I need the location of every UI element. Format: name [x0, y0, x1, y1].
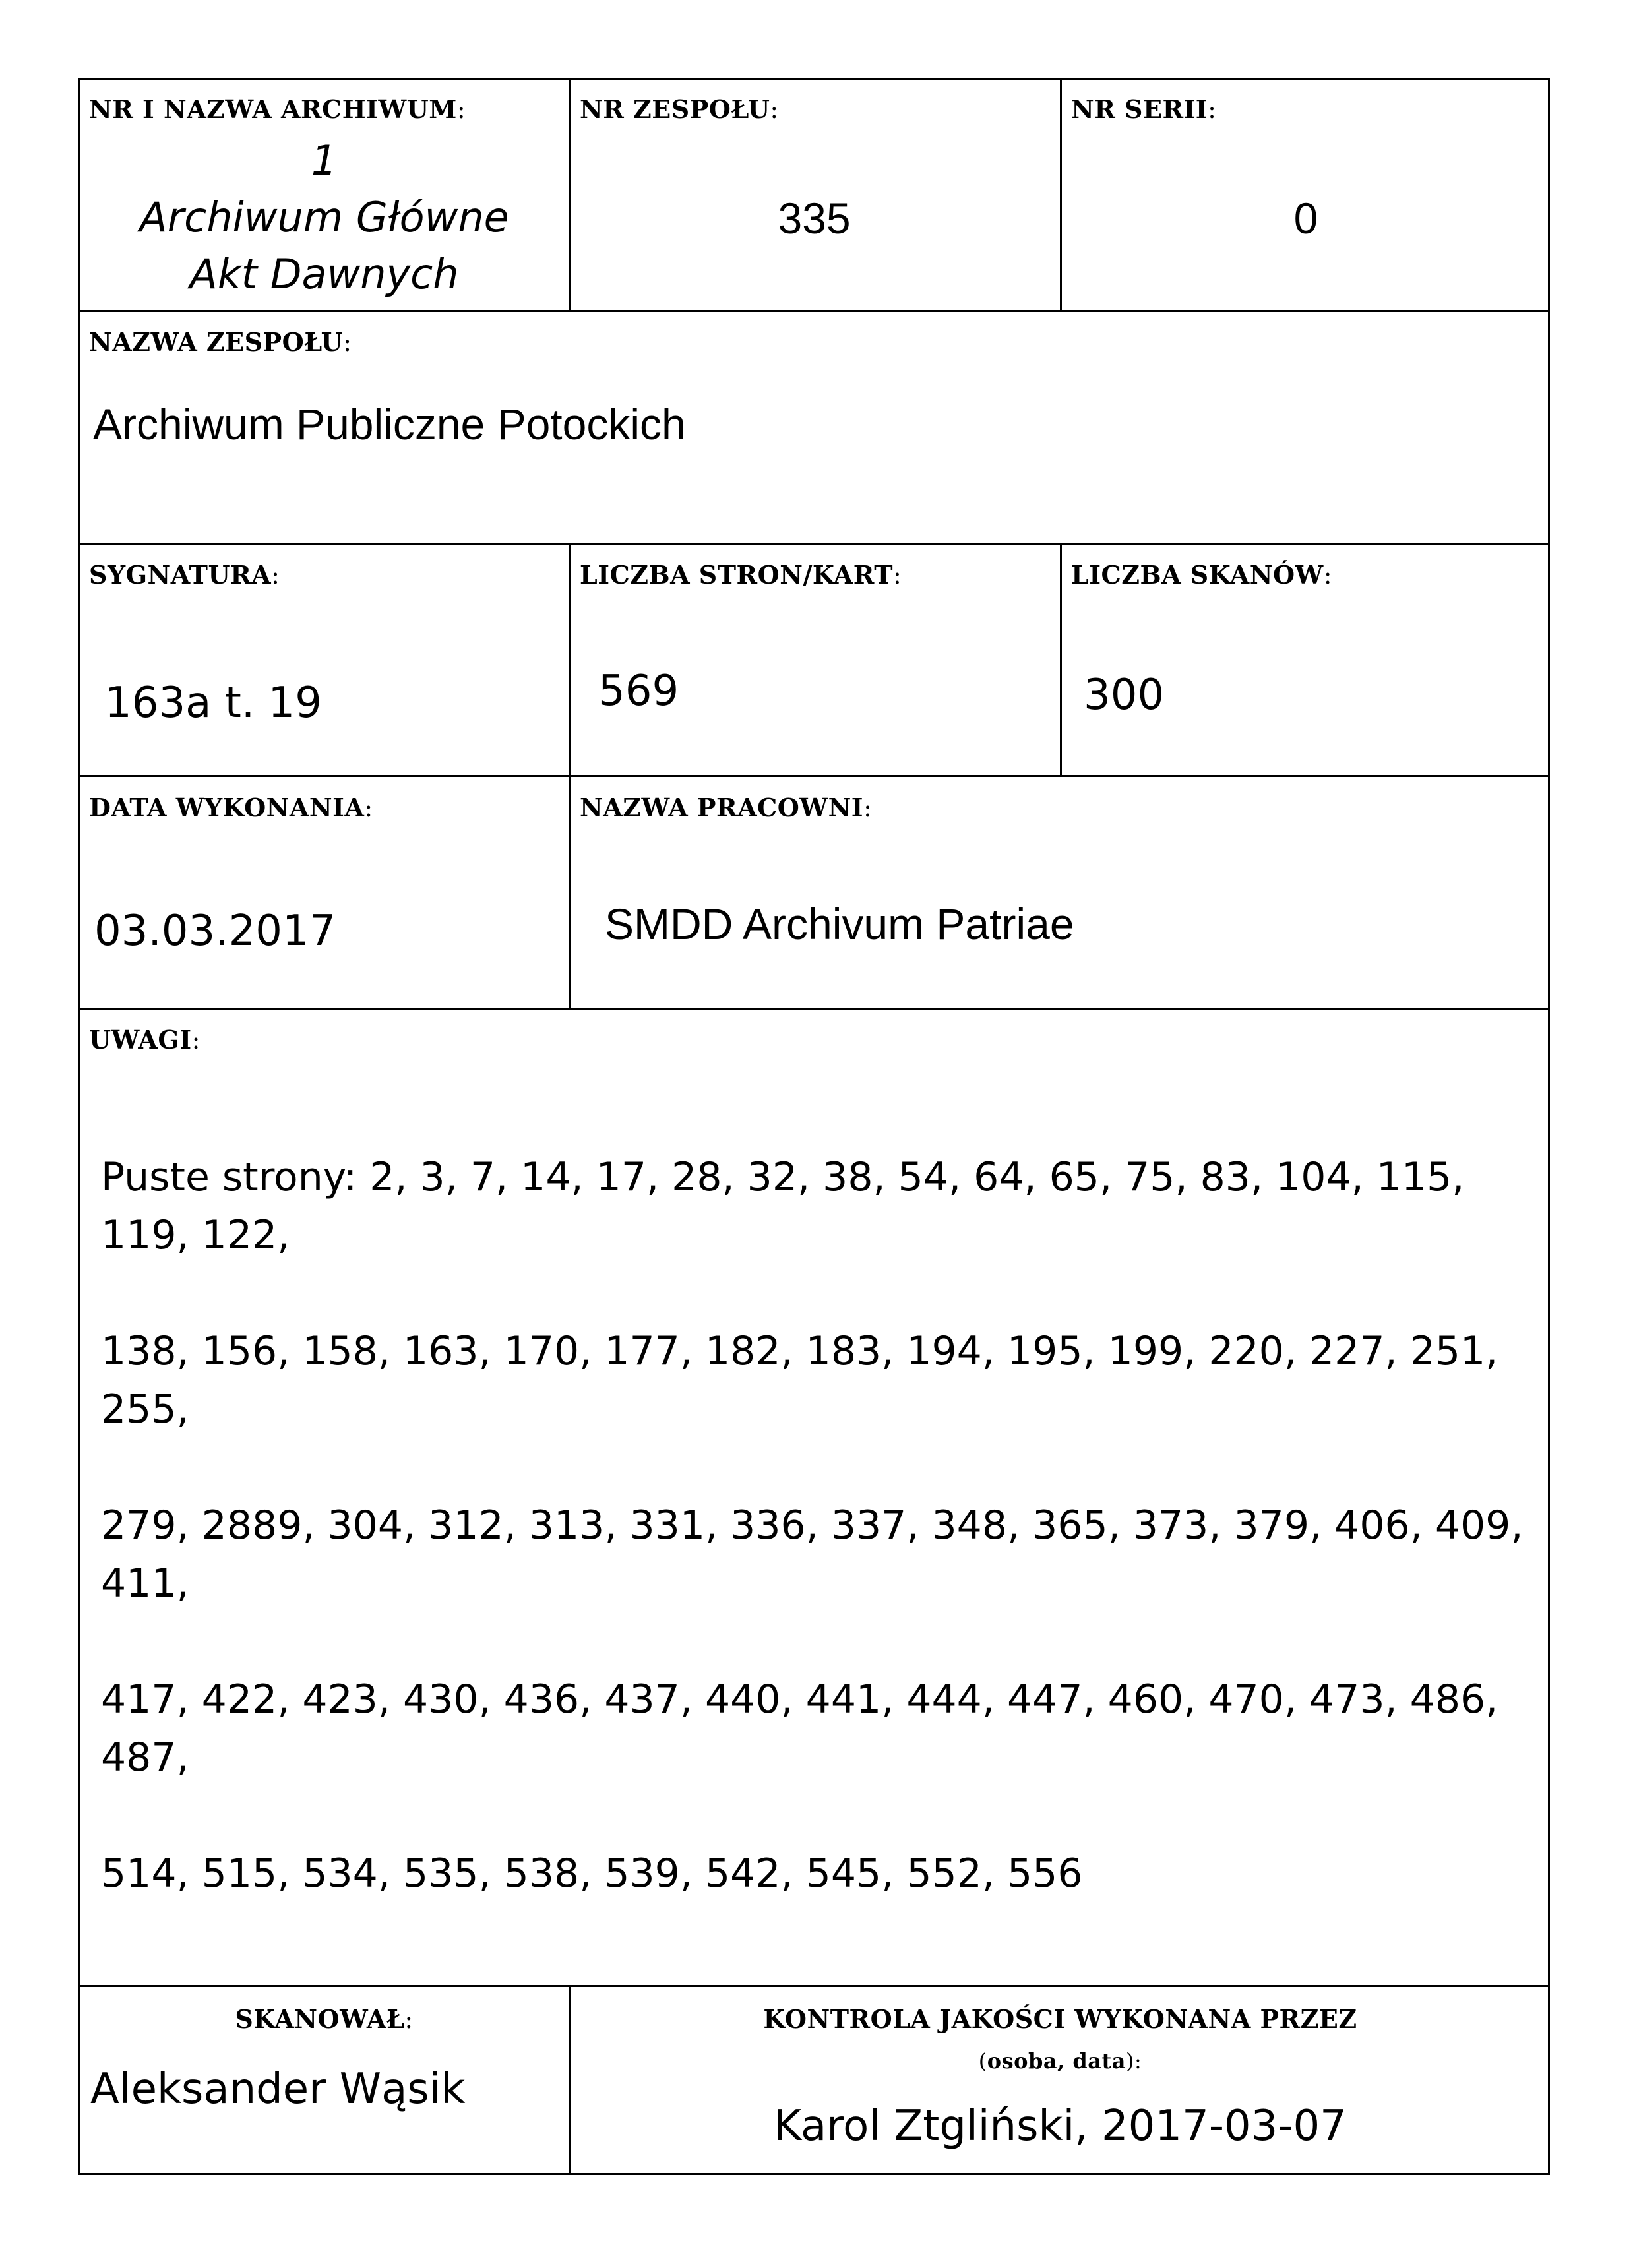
fonds-number-label: NR ZESPOŁU: — [580, 94, 779, 124]
remarks-line: 279, 2889, 304, 312, 313, 331, 336, 337, 348, 365, 373, 379, 406, 409, 411, — [101, 1502, 1524, 1607]
row-divider-5 — [80, 1985, 1548, 1987]
series-number-label: NR SERII: — [1071, 94, 1217, 124]
page-count-label: LICZBA STRON/KART: — [580, 560, 902, 590]
fonds-number-value: 335 — [778, 194, 851, 243]
row-divider-1 — [80, 310, 1548, 312]
col-divider-row3-a — [569, 543, 571, 775]
col-divider-row3-b — [1060, 543, 1062, 775]
archive-number: 1 — [311, 137, 338, 185]
remarks-line: 514, 515, 534, 535, 538, 539, 542, 545, 552, 556 — [101, 1851, 1083, 1897]
remarks-label: UWAGI: — [89, 1025, 201, 1055]
row-divider-4 — [80, 1008, 1548, 1010]
workshop-value: SMDD Archivum Patriae — [605, 900, 1074, 948]
remarks-line: 138, 156, 158, 163, 170, 177, 182, 183, 194, 195, 199, 220, 227, 251, 255, — [101, 1328, 1498, 1432]
scan-count-value: 300 — [1084, 671, 1165, 720]
remarks-line: Puste strony: 2, 3, 7, 14, 17, 28, 32, 38, 54, 64, 65, 75, 83, 104, 115, 119, 122, — [101, 1154, 1465, 1258]
workshop-label: NAZWA PRACOWNI: — [580, 793, 873, 822]
archive-label: NR I NAZWA ARCHIWUM: — [89, 94, 466, 124]
metadata-form — [78, 78, 1550, 2175]
quality-control-sublabel: (osoba, data): — [978, 2048, 1142, 2073]
series-number-value: 0 — [1293, 194, 1318, 243]
execution-date-value: 03.03.2017 — [94, 907, 336, 956]
col-divider-row4 — [569, 775, 571, 1008]
row-divider-3 — [80, 775, 1548, 777]
page-count-value: 569 — [598, 667, 679, 716]
scanned-by-label: SKANOWAŁ: — [235, 2004, 414, 2034]
archive-name-line1: Archiwum Główne — [139, 193, 509, 241]
quality-control-value: Karol Ztgliński, 2017-03-07 — [774, 2102, 1347, 2151]
remarks-line: 417, 422, 423, 430, 436, 437, 440, 441, 444, 447, 460, 470, 473, 486, 487, — [101, 1676, 1498, 1781]
signature-label: SYGNATURA: — [89, 560, 280, 590]
fonds-name-value: Archiwum Publiczne Potockich — [93, 400, 686, 448]
row-divider-2 — [80, 543, 1548, 545]
signature-value: 163a t. 19 — [105, 679, 322, 727]
remarks-text — [101, 1090, 1539, 1961]
execution-date-label: DATA WYKONANIA: — [89, 793, 373, 822]
archive-name-line2: Akt Dawnych — [189, 250, 459, 298]
scanned-by-value: Aleksander Wąsik — [90, 2065, 466, 2114]
archive-name — [80, 133, 569, 303]
fonds-name-label: NAZWA ZESPOŁU: — [89, 327, 352, 357]
quality-control-label: KONTROLA JAKOŚCI WYKONANA PRZEZ — [763, 2004, 1357, 2034]
scan-count-label: LICZBA SKANÓW: — [1071, 560, 1333, 590]
